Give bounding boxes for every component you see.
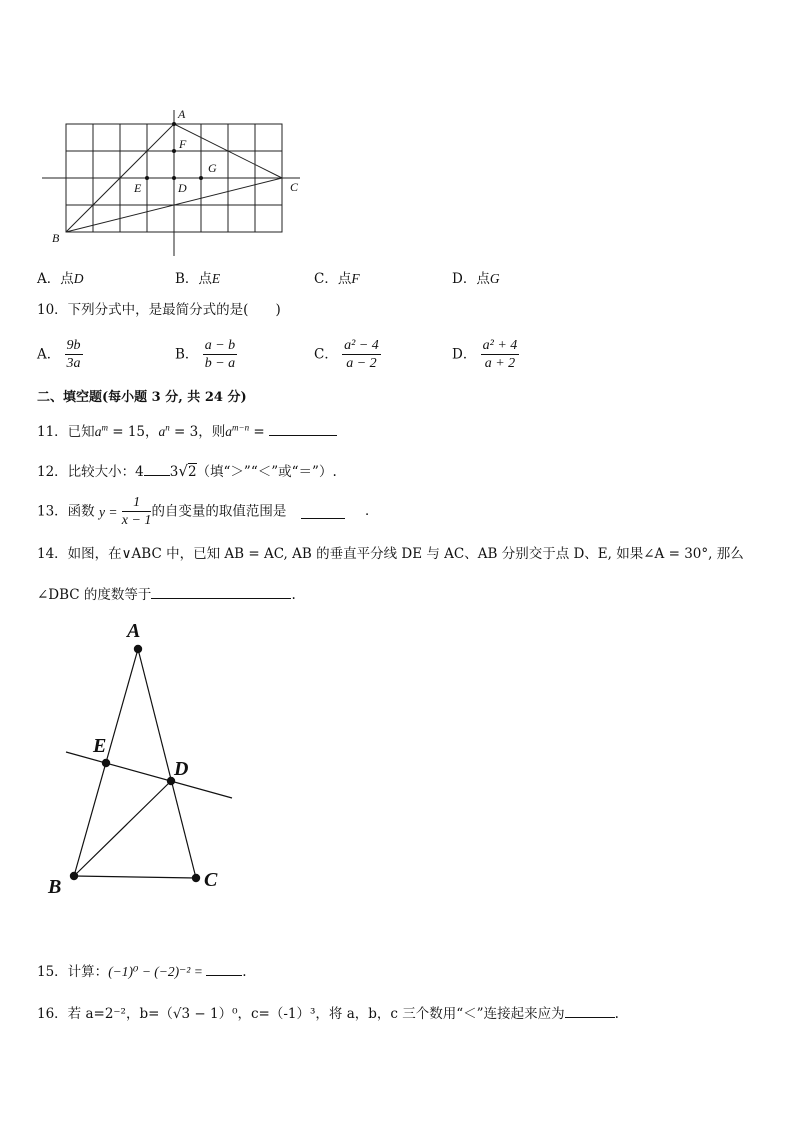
fraction: $\frac{\text{a² + 4}}{a + 2}$	[482, 338, 518, 371]
sqrt-symbol: √	[178, 462, 188, 480]
answer-blank[interactable]	[151, 586, 291, 599]
q15: 15．计算：(−1)⁰ − (−2)⁻² = .	[37, 964, 247, 980]
q14-line2: ∠DBC 的度数等于 .	[37, 587, 296, 603]
answer-blank[interactable]	[565, 1005, 615, 1018]
label-c: C	[290, 180, 299, 194]
q10-option-a: A． $\frac{9b}{3a}$	[37, 338, 81, 371]
label-c: C	[204, 869, 218, 891]
label-d: D	[178, 181, 187, 195]
label-d: D	[174, 758, 189, 780]
q9-option-d: D．点G	[452, 271, 500, 287]
answer-blank[interactable]	[206, 963, 242, 976]
q10-stem: 10．下列分式中，是最简分式的是( )	[37, 302, 281, 318]
fraction: $\frac{1}{x - 1}$	[121, 495, 152, 528]
label-b: B	[52, 231, 60, 245]
q9-option-a: A．点D	[37, 271, 84, 287]
section-heading: 二、填空题(每小题 3 分, 共 24 分)	[37, 390, 247, 405]
q13: 13．函数 y = $\frac{1}{x - 1}$ 的自变量的取值范围是 ．	[37, 495, 379, 528]
answer-blank[interactable]	[269, 423, 337, 436]
fraction: $\frac{a - b}{b - a}$	[204, 338, 236, 371]
q10-option-d: D． $\frac{\text{a² + 4}}{a + 2}$	[452, 338, 518, 371]
label-e: E	[93, 735, 107, 757]
label-e: E	[134, 181, 142, 195]
q11: 11．已知$a^m = 15$，$a^n = 3$，则$a^{m-n}$ =	[37, 423, 337, 440]
label-a: A	[178, 107, 186, 121]
q16: 16．若 a=2⁻²，b=（√3 − 1）⁰，c=（-1）³，将 a，b，c 三个数用“＜”连接起来应为 .	[37, 1006, 619, 1022]
q10-option-b: B． $\frac{a - b}{b - a}$	[175, 338, 236, 371]
label-f: F	[179, 137, 187, 151]
grid-triangle-figure	[38, 104, 328, 264]
isosceles-triangle-figure	[40, 615, 240, 905]
label-g: G	[208, 161, 217, 175]
answer-blank[interactable]	[144, 463, 170, 476]
q9-option-b: B．点E	[175, 271, 221, 287]
fraction: $\frac{\text{a² − 4}}{a - 2}$	[344, 338, 379, 371]
label-b: B	[48, 876, 62, 898]
q14-line1: 14．如图，在∨ABC 中，已知 AB = AC, AB 的垂直平分线 DE 与 AC、AB 分别交于点 D、E, 如果∠A = 30°, 那么	[37, 546, 744, 562]
q12: 12．比较大小：4 3√2（填“＞”“＜”或“＝”）.	[37, 462, 337, 480]
q10-option-c: C． $\frac{\text{a² − 4}}{a - 2}$	[314, 338, 379, 371]
label-a: A	[127, 620, 141, 642]
answer-blank[interactable]	[301, 506, 345, 519]
fraction: $\frac{9b}{3a}$	[66, 338, 81, 371]
q9-option-c: C．点F	[314, 271, 360, 287]
